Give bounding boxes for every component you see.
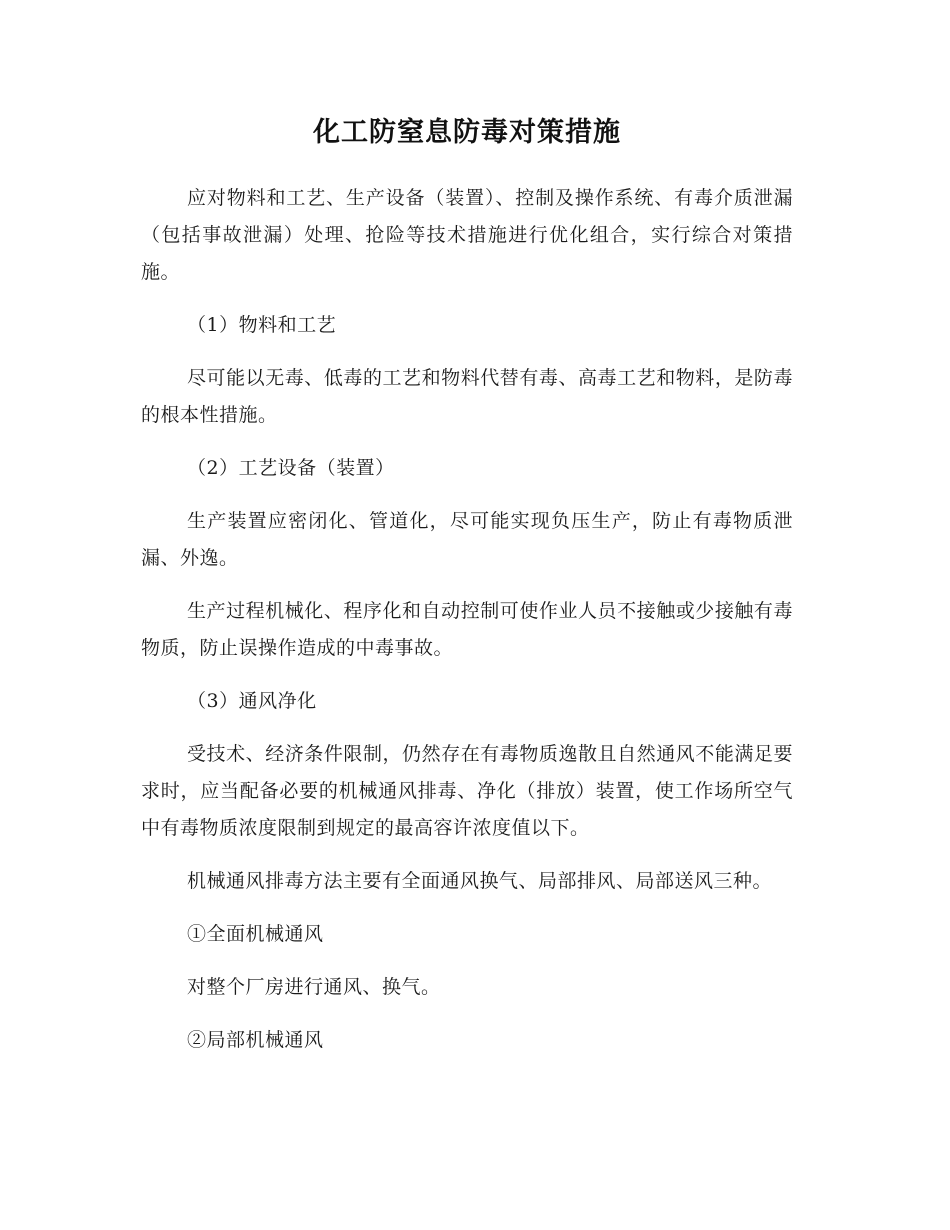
paragraph-automation: 生产过程机械化、程序化和自动控制可使作业人员不接触或少接触有毒物质，防止误操作造成的中毒事故。 (141, 600, 793, 659)
subheading-general-ventilation: ①全面机械通风 (187, 923, 324, 945)
document-title: 化工防窒息防毒对策措施 (313, 117, 621, 148)
paragraph-ventilation-methods: 机械通风排毒方法主要有全面通风换气、局部排风、局部送风三种。 (187, 870, 773, 892)
document-body (141, 108, 793, 1059)
paragraph-intro: 应对物料和工艺、生产设备（装置）、控制及操作系统、有毒介质泄漏（包括事故泄漏）处理、抢险等技术措施进行优化组合，实行综合对策措施。 (141, 187, 793, 283)
paragraph-general-ventilation: 对整个厂房进行通风、换气。 (187, 976, 441, 998)
subheading-local-ventilation: ②局部机械通风 (187, 1029, 324, 1051)
section-heading-equipment: （2）工艺设备（装置） (187, 457, 395, 479)
paragraph-sealed-production: 生产装置应密闭化、管道化，尽可能实现负压生产，防止有毒物质泄漏、外逸。 (141, 510, 793, 569)
section-heading-ventilation: （3）通风净化 (187, 690, 317, 712)
paragraph-ventilation-requirement: 受技术、经济条件限制，仍然存在有毒物质逸散且自然通风不能满足要求时，应当配备必要的机械通风排毒、净化（排放）装置，使工作场所空气中有毒物质浓度限制到规定的最高容许浓度值以下。 (141, 743, 793, 839)
paragraph-substitution: 尽可能以无毒、低毒的工艺和物料代替有毒、高毒工艺和物料，是防毒的根本性措施。 (141, 367, 793, 426)
section-heading-materials-process: （1）物料和工艺 (187, 314, 337, 336)
